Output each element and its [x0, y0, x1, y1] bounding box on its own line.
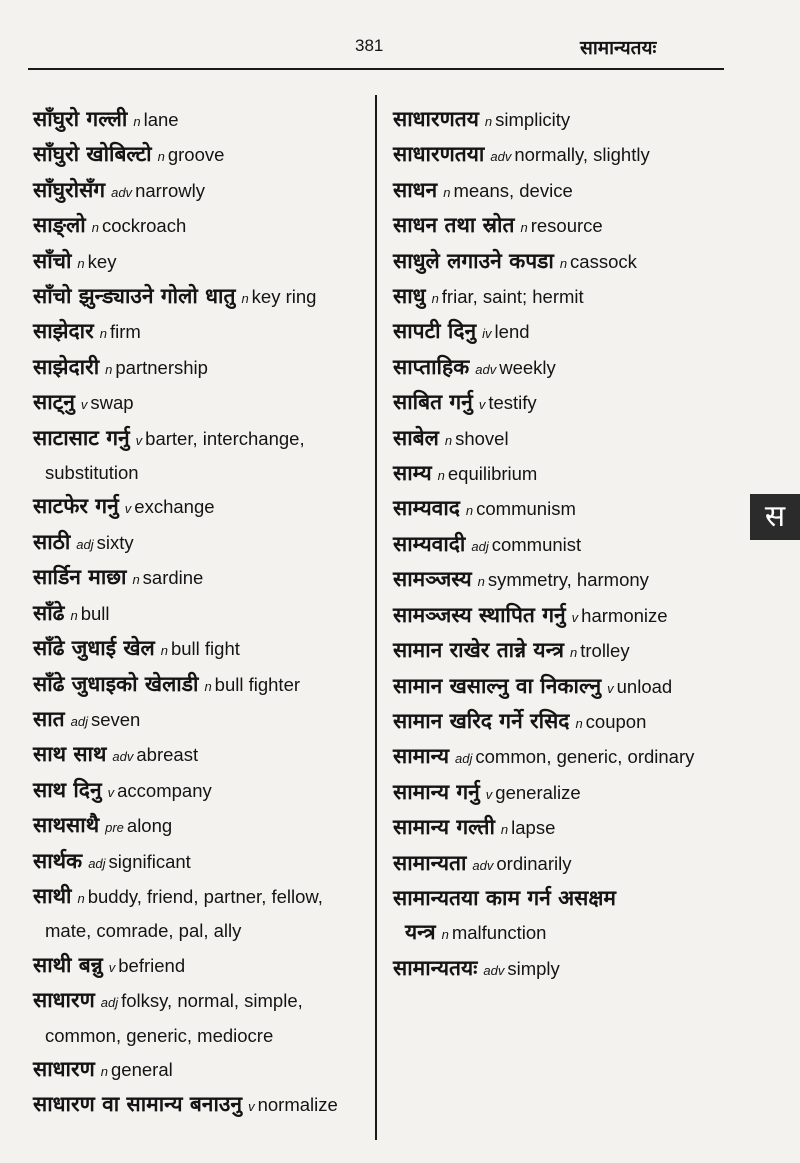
dictionary-entry — [33, 174, 365, 209]
part-of-speech: n — [157, 149, 165, 165]
header-rule — [28, 68, 724, 70]
definition: swap — [90, 392, 134, 414]
headword: साबित गर्नु — [393, 390, 473, 415]
part-of-speech: v — [248, 1099, 255, 1115]
headword: सार्डिन माछा — [33, 565, 127, 590]
part-of-speech: n — [77, 890, 85, 906]
part-of-speech: n — [132, 572, 140, 588]
dictionary-entry — [393, 563, 738, 598]
definition: malfunction — [451, 922, 547, 944]
headword: साटफेर गर्नु — [33, 494, 119, 519]
headword: साझेदारी — [33, 354, 100, 379]
headword: साधारणतया — [393, 142, 485, 167]
headword: सामञ्जस्य स्थापित गर्नु — [393, 602, 566, 627]
part-of-speech: v — [80, 397, 88, 413]
headword: सामान राखेर तान्ने यन्त्र — [393, 638, 564, 663]
dictionary-entry — [33, 209, 365, 244]
part-of-speech: adv — [111, 184, 133, 200]
definition: common, generic, ordinary — [475, 746, 695, 768]
definition: barter, interchange, substitution — [45, 427, 305, 484]
headword: साँढे जुधाई खेल — [33, 636, 155, 661]
dictionary-entry — [33, 386, 365, 421]
definition: means, device — [453, 179, 573, 201]
part-of-speech: n — [443, 184, 451, 200]
definition: partnership — [115, 356, 208, 378]
headword: साझेदार — [33, 319, 94, 344]
part-of-speech: iv — [482, 326, 492, 342]
dictionary-entry — [393, 209, 738, 244]
headword: साटासाट गर्नु — [33, 425, 130, 450]
definition: bull — [80, 602, 110, 624]
part-of-speech: v — [478, 397, 486, 413]
headword: साधारण — [33, 988, 95, 1013]
headword: साम्यवाद — [393, 496, 460, 521]
definition: shovel — [455, 427, 509, 449]
dictionary-entry — [393, 882, 738, 952]
part-of-speech: adj — [70, 713, 88, 729]
part-of-speech: n — [570, 645, 578, 661]
part-of-speech: n — [559, 255, 568, 271]
dictionary-entry — [33, 351, 365, 386]
dictionary-entry — [33, 880, 365, 949]
dictionary-entry — [393, 634, 738, 669]
part-of-speech: n — [241, 291, 249, 307]
definition: lapse — [511, 817, 556, 839]
headword: सार्थक — [33, 848, 83, 873]
part-of-speech: adj — [76, 536, 94, 552]
definition: sardine — [142, 567, 204, 589]
definition: generalize — [495, 781, 581, 803]
definition: firm — [109, 321, 141, 343]
dictionary-entry — [33, 103, 365, 138]
part-of-speech: v — [571, 609, 579, 625]
part-of-speech: adv — [112, 749, 134, 765]
definition: simply — [507, 957, 560, 979]
part-of-speech: n — [204, 678, 212, 694]
headword: सामान्यता — [393, 850, 467, 875]
dictionary-entry — [393, 492, 738, 527]
headword: सामान खसाल्नु वा निकाल्नु — [393, 673, 602, 698]
definition: bull fight — [170, 638, 240, 660]
definition: weekly — [499, 356, 556, 378]
headword: साँघुरोसँग — [33, 177, 106, 202]
part-of-speech: n — [70, 607, 78, 623]
headword: साधारणतय — [393, 107, 479, 131]
dictionary-entry — [393, 174, 738, 209]
headword: साट्नु — [33, 390, 75, 415]
running-head: सामान्यतयः — [580, 37, 657, 59]
dictionary-entry — [33, 845, 365, 880]
part-of-speech: n — [99, 326, 107, 342]
headword: सामान्यतया काम गर्न असक्षम यन्त्र — [393, 885, 616, 945]
headword: साधन — [393, 177, 438, 202]
part-of-speech: adj — [455, 751, 473, 767]
headword: साधारण — [33, 1056, 95, 1081]
part-of-speech: n — [441, 927, 449, 943]
definition: cockroach — [101, 215, 187, 237]
definition: resource — [530, 215, 603, 237]
dictionary-entry — [393, 315, 738, 350]
headword: साङ्लो — [33, 213, 86, 238]
dictionary-entry — [393, 670, 738, 705]
dictionary-entry — [33, 138, 365, 173]
part-of-speech: n — [437, 468, 445, 484]
headword: साथ दिनु — [33, 777, 102, 802]
dictionary-entry — [33, 703, 365, 738]
part-of-speech: v — [485, 786, 493, 802]
part-of-speech: v — [108, 959, 116, 975]
definition: buddy, friend, partner, fellow, mate, comrade, pal, ally — [45, 885, 323, 942]
part-of-speech: adv — [483, 962, 505, 978]
part-of-speech: adj — [88, 855, 106, 871]
dictionary-entry — [393, 811, 738, 846]
dictionary-entry — [33, 1053, 365, 1088]
headword: साँचो — [33, 248, 72, 273]
headword: सामान्यतयः — [393, 955, 478, 980]
definition: normally, slightly — [514, 144, 650, 166]
part-of-speech: adv — [490, 149, 512, 165]
headword: साधुले लगाउने कपडा — [393, 248, 554, 273]
headword: साँचो झुन्ड्याउने गोलो धातु — [33, 284, 236, 309]
part-of-speech: n — [575, 715, 583, 731]
headword: सामान्य गर्नु — [393, 779, 480, 804]
part-of-speech: n — [444, 432, 453, 448]
dictionary-entry — [33, 245, 365, 280]
definition: exchange — [134, 496, 215, 518]
definition: key — [87, 250, 117, 272]
dictionary-entry — [393, 280, 738, 315]
dictionary-entry — [393, 386, 738, 421]
headword: साप्ताहिक — [393, 354, 470, 379]
dictionary-entry — [393, 351, 738, 386]
part-of-speech: n — [484, 114, 493, 129]
headword: साथी — [33, 883, 72, 908]
definition: friar, saint; hermit — [441, 286, 584, 308]
dictionary-entry — [33, 809, 365, 844]
dictionary-entry — [393, 599, 738, 634]
headword: सामान खरिद गर्ने रसिद — [393, 708, 570, 733]
dictionary-entry — [393, 422, 738, 457]
definition: coupon — [585, 710, 647, 732]
part-of-speech: n — [100, 1063, 108, 1079]
definition: trolley — [580, 640, 630, 662]
dictionary-entry — [33, 738, 365, 773]
part-of-speech: adv — [472, 857, 494, 873]
part-of-speech: n — [431, 291, 439, 307]
headword: साँढे जुधाइको खेलाडी — [33, 671, 199, 696]
definition: cassock — [570, 250, 637, 272]
page-header — [0, 30, 800, 70]
part-of-speech: v — [124, 501, 132, 517]
dictionary-entry — [33, 1088, 365, 1123]
part-of-speech: adj — [100, 995, 119, 1011]
headword: साम्य — [393, 461, 432, 486]
part-of-speech: v — [107, 784, 115, 800]
definition: symmetry, harmony — [487, 569, 649, 591]
definition: along — [126, 815, 173, 837]
headword: साम्यवादी — [393, 531, 466, 556]
dictionary-entry — [393, 705, 738, 740]
headword: सामञ्जस्य — [393, 567, 472, 592]
headword: साथ साथ — [33, 742, 107, 767]
definition: groove — [167, 144, 225, 166]
part-of-speech: v — [607, 680, 614, 696]
dictionary-entry — [33, 490, 365, 525]
definition: abreast — [136, 744, 199, 766]
dictionary-entry — [393, 847, 738, 882]
definition: narrowly — [135, 179, 205, 201]
dictionary-entry — [393, 138, 738, 173]
definition: normalize — [257, 1094, 338, 1116]
definition: testify — [488, 392, 537, 414]
page-number: 381 — [355, 36, 384, 55]
dictionary-entry — [33, 315, 365, 350]
headword: सामान्य गल्ती — [393, 815, 495, 840]
part-of-speech: n — [105, 361, 113, 377]
part-of-speech: adv — [475, 361, 497, 377]
dictionary-entry — [33, 949, 365, 984]
headword: साँघुरो खोबिल्टो — [33, 142, 152, 167]
definition: unload — [616, 675, 673, 697]
headword: साधन तथा स्रोत — [393, 213, 515, 238]
headword: साँढे — [33, 600, 65, 625]
definition: befriend — [118, 954, 186, 976]
dictionary-entry — [393, 952, 738, 987]
headword: सामान्य — [393, 744, 450, 769]
definition: key ring — [251, 286, 317, 308]
definition: communist — [491, 533, 582, 555]
definition: ordinarily — [496, 852, 572, 874]
definition: communism — [476, 498, 576, 520]
part-of-speech: n — [91, 220, 99, 236]
dictionary-entry — [33, 526, 365, 561]
part-of-speech: n — [477, 574, 485, 590]
part-of-speech: adj — [471, 538, 489, 554]
part-of-speech: pre — [105, 820, 124, 836]
headword: साबेल — [393, 425, 439, 450]
headword: साठी — [33, 529, 71, 554]
part-of-speech: n — [465, 503, 474, 519]
left-column — [33, 103, 365, 1124]
part-of-speech: n — [520, 220, 528, 236]
definition: folksy, normal, simple, common, generic, mediocre — [45, 990, 303, 1046]
headword: साथसाथै — [33, 813, 100, 838]
headword: साथी बन्नु — [33, 952, 103, 977]
definition: lane — [143, 109, 179, 130]
headword: साधु — [393, 284, 426, 309]
definition: seven — [90, 708, 141, 730]
definition: sixty — [96, 531, 134, 553]
definition: bull fighter — [214, 673, 301, 695]
part-of-speech: n — [77, 255, 85, 271]
thumb-index-tab: स — [750, 494, 800, 540]
definition: equilibrium — [447, 463, 538, 485]
dictionary-entry — [393, 103, 738, 138]
dictionary-entry — [33, 422, 365, 491]
headword: साधारण वा सामान्य बनाउनु — [33, 1092, 243, 1117]
dictionary-entry — [393, 776, 738, 811]
definition: simplicity — [495, 109, 571, 130]
dictionary-entry — [33, 632, 365, 667]
column-divider — [375, 95, 377, 1140]
dictionary-entry — [393, 528, 738, 563]
part-of-speech: n — [133, 114, 141, 129]
dictionary-entry — [393, 245, 738, 280]
part-of-speech: v — [135, 432, 143, 448]
definition: general — [111, 1058, 173, 1080]
part-of-speech: n — [160, 643, 168, 659]
headword: सात — [33, 706, 65, 731]
dictionary-entry — [33, 561, 365, 596]
dictionary-entry — [33, 774, 365, 809]
definition: accompany — [117, 779, 212, 801]
dictionary-entry — [393, 740, 738, 775]
dictionary-entry — [33, 984, 365, 1053]
dictionary-entry — [33, 280, 365, 315]
headword: साँघुरो गल्ली — [33, 107, 128, 131]
headword: सापटी दिनु — [393, 319, 477, 344]
right-column — [393, 103, 738, 987]
part-of-speech: n — [500, 822, 509, 838]
definition: lend — [494, 321, 530, 343]
dictionary-entry — [33, 668, 365, 703]
definition: significant — [108, 850, 191, 872]
dictionary-entry — [393, 457, 738, 492]
dictionary-entry — [33, 597, 365, 632]
definition: harmonize — [581, 604, 668, 626]
